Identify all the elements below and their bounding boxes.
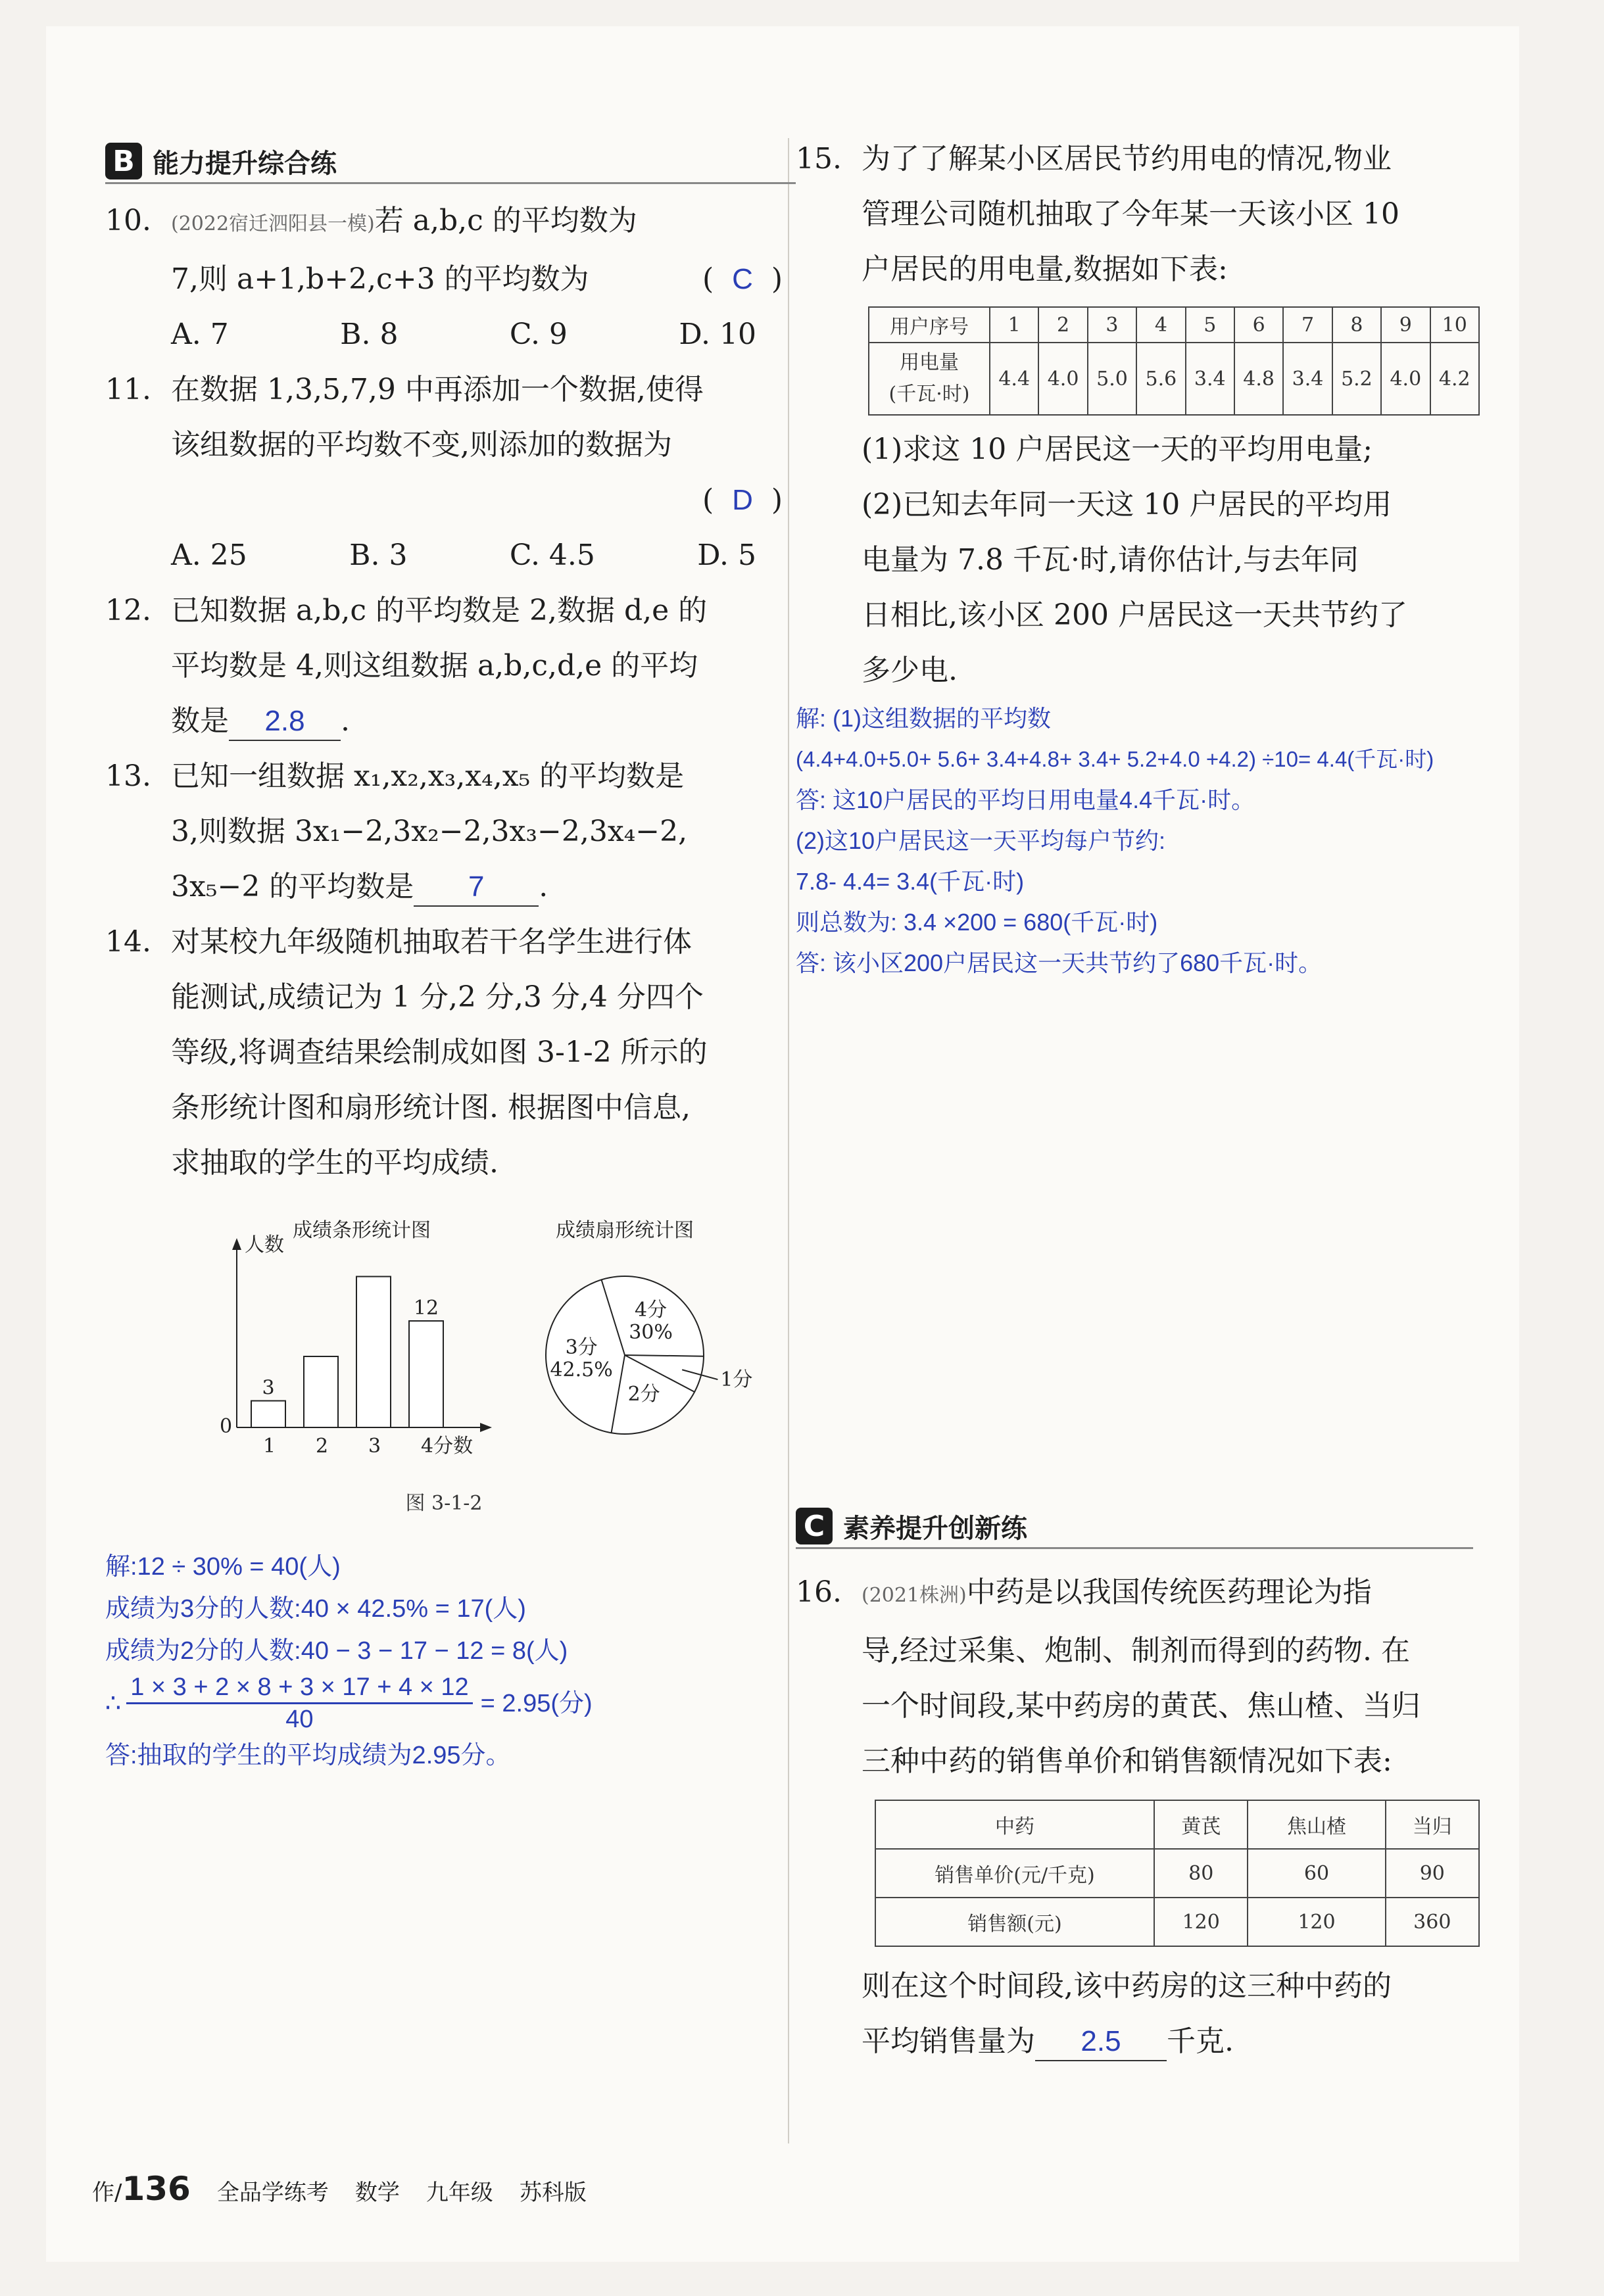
question-number: 11.	[105, 373, 151, 406]
question-number: 14.	[105, 925, 151, 959]
question-text: 求抽取的学生的平均成绩.	[171, 1146, 498, 1180]
table-cell: 3	[1088, 307, 1136, 343]
option-d: D. 10	[679, 318, 756, 351]
answer-blank	[414, 869, 539, 907]
table-header-cell: 当归	[1386, 1800, 1479, 1849]
table-header-cell: 焦山楂	[1248, 1800, 1385, 1849]
question-16	[796, 1565, 1552, 1789]
question-text: 管理公司随机抽取了今年某一天该小区 10	[862, 197, 1399, 231]
slice-percent-label: 42.5%	[550, 1358, 613, 1382]
punctuation: .	[341, 704, 350, 738]
x-axis-arrow	[480, 1423, 492, 1432]
q16-continuation	[796, 1959, 1552, 2069]
table-cell: 4.4	[990, 343, 1038, 415]
edition: 苏科版	[519, 2180, 587, 2206]
answer-bracket: ( D )	[171, 473, 783, 528]
table-cell: 3.4	[1283, 343, 1332, 415]
data-label: 3	[262, 1376, 275, 1400]
x-tick-label: 2	[316, 1435, 329, 1458]
bar-chart	[197, 1217, 526, 1480]
solution-line: 成绩为3分的人数:40 × 42.5% = 17(人)	[105, 1595, 526, 1623]
section-c-title: 素养提升创新练	[843, 1513, 1027, 1544]
solution-line: 答: 这10户居民的平均日用电量4.4千瓦·时。	[796, 786, 1255, 813]
table-header-cell: 用户序号	[869, 307, 990, 343]
table-cell: 5.6	[1136, 343, 1185, 415]
question-15	[796, 132, 1552, 297]
question-text: 千克.	[1167, 2024, 1234, 2058]
subquestion-2: 电量为 7.8 千瓦·时,请你估计,与去年同	[862, 543, 1359, 577]
answer-mark: 7	[468, 871, 485, 903]
q14-solution	[105, 1546, 783, 1777]
figure-caption: 图 3-1-2	[405, 1492, 483, 1515]
slice-label: 2分	[627, 1383, 660, 1406]
table-cell: 5.0	[1088, 343, 1136, 415]
table-cell: 6	[1234, 307, 1283, 343]
section-b-badge: B	[105, 143, 142, 179]
question-number: 10.	[105, 204, 151, 237]
chart-title: 成绩条形统计图	[293, 1219, 431, 1242]
table-row	[869, 307, 1479, 343]
y-axis-arrow	[232, 1238, 241, 1250]
q15-solution	[796, 698, 1552, 984]
q15-subquestions	[796, 422, 1552, 698]
solution-conclusion: 答:抽取的学生的平均成绩为2.95分。	[105, 1742, 511, 1769]
table-cell: 7	[1283, 307, 1332, 343]
question-text: 导,经过采集、炮制、制剂而得到的药物. 在	[862, 1634, 1410, 1667]
subquestion-2: (2)已知去年同一天这 10 户居民的平均用	[862, 488, 1392, 521]
table-cell: 1	[990, 307, 1038, 343]
question-text: 则在这个时间段,该中药房的这三种中药的	[862, 1969, 1392, 2003]
therefore-symbol: ∴	[105, 1689, 122, 1717]
fraction	[126, 1672, 472, 1734]
solution-line: 解: (1)这组数据的平均数	[796, 705, 1052, 732]
table-row	[875, 1800, 1479, 1849]
table-header-cell: 黄芪	[1154, 1800, 1248, 1849]
table-cell: 4.8	[1234, 343, 1283, 415]
question-text: 平均数是 4,则这组数据 a,b,c,d,e 的平均	[171, 649, 698, 682]
option-c: C. 4.5	[509, 538, 595, 572]
question-text: 该组数据的平均数不变,则添加的数据为	[171, 428, 672, 462]
table-cell: 4.0	[1038, 343, 1087, 415]
question-number: 15.	[796, 142, 842, 176]
section-c-badge: C	[796, 1508, 833, 1544]
footer-prefix: 作/	[92, 2180, 122, 2206]
question-source: (2021株洲)	[862, 1584, 967, 1607]
page-number: 136	[122, 2170, 191, 2208]
options-row	[171, 307, 783, 362]
table-cell: 4	[1136, 307, 1185, 343]
question-text: 等级,将调查结果绘制成如图 3-1-2 所示的	[171, 1036, 708, 1069]
question-13	[105, 749, 783, 915]
table-row	[875, 1849, 1479, 1898]
table-cell: 9	[1381, 307, 1430, 343]
table-cell: 8	[1332, 307, 1381, 343]
table-cell: 5.2	[1332, 343, 1381, 415]
answer-mark: 2.5	[1081, 2025, 1121, 2057]
table-header-cell: 中药	[875, 1800, 1154, 1849]
answer-mark: 2.8	[264, 705, 305, 737]
punctuation: .	[539, 870, 548, 903]
row-label-line: 用电量	[900, 351, 959, 374]
section-c-header	[796, 1503, 1460, 1549]
option-c: C. 9	[509, 318, 568, 351]
question-number: 12.	[105, 594, 151, 627]
question-text: 条形统计图和扇形统计图. 根据图中信息,	[171, 1091, 691, 1124]
bar	[251, 1401, 285, 1428]
question-text: 在数据 1,3,5,7,9 中再添加一个数据,使得	[171, 373, 704, 406]
table-cell: 10	[1430, 307, 1479, 343]
figure-3-1-2	[105, 1197, 783, 1539]
bar	[304, 1356, 338, 1427]
pie-chart	[526, 1217, 776, 1480]
bar	[356, 1277, 391, 1428]
left-column	[105, 138, 783, 1777]
slice-percent-label: 30%	[629, 1321, 673, 1345]
solution-line: 7.8- 4.4= 3.4(千瓦·时)	[796, 868, 1025, 895]
table-cell: 销售单价(元/千克)	[875, 1849, 1154, 1898]
y-axis-label: 人数	[245, 1233, 284, 1256]
table-row	[875, 1898, 1479, 1946]
solution-line: 解:12 ÷ 30% = 40(人)	[105, 1553, 341, 1581]
question-14	[105, 915, 783, 1191]
question-text: 对某校九年级随机抽取若干名学生进行体	[171, 925, 692, 959]
question-text: 已知数据 a,b,c 的平均数是 2,数据 d,e 的	[171, 594, 708, 627]
section-b-rule	[105, 182, 796, 184]
option-b: B. 8	[340, 318, 399, 351]
fraction-result: = 2.95(分)	[480, 1689, 593, 1717]
page-footer	[92, 2170, 613, 2208]
table-row	[869, 343, 1479, 415]
indent	[796, 1959, 862, 2069]
question-text: 三种中药的销售单价和销售额情况如下表:	[862, 1744, 1392, 1778]
table-cell: 4.2	[1430, 343, 1479, 415]
question-text: 中药是以我国传统医药理论为指	[966, 1575, 1372, 1609]
slice-label: 3分	[565, 1336, 598, 1360]
question-text: 若 a,b,c 的平均数为	[374, 204, 637, 237]
table-cell: 60	[1248, 1849, 1385, 1898]
answer-mark: D	[732, 484, 753, 516]
section-b-title: 能力提升综合练	[153, 148, 337, 179]
option-a: A. 7	[171, 318, 229, 351]
options-row	[171, 528, 783, 583]
table-cell: 5	[1186, 307, 1234, 343]
subquestion-2: 多少电.	[862, 654, 958, 687]
row-label-line: (千瓦·时)	[888, 383, 970, 406]
x-tick-label: 4分数	[421, 1435, 474, 1458]
question-source: (2022宿迁泗阳县一模)	[171, 212, 375, 235]
table-cell: 3.4	[1186, 343, 1234, 415]
column-divider	[788, 138, 789, 2143]
data-label: 12	[413, 1297, 439, 1320]
table-cell: 120	[1248, 1898, 1385, 1946]
subquestion-2: 日相比,该小区 200 户居民这一天共节约了	[862, 598, 1407, 632]
solution-line: (2)这10户居民这一天平均每户节约:	[796, 827, 1166, 854]
slice-label: 4分	[634, 1299, 668, 1322]
table-cell: 80	[1154, 1849, 1248, 1898]
question-text: 平均销售量为	[862, 2024, 1035, 2058]
x-tick-label: 3	[368, 1435, 381, 1458]
answer-bracket: ( C )	[702, 252, 783, 307]
solution-line: 则总数为: 3.4 ×200 = 680(千瓦·时)	[796, 909, 1158, 936]
question-text: 已知一组数据 x₁,x₂,x₃,x₄,x₅ 的平均数是	[171, 759, 685, 793]
bar	[409, 1321, 443, 1427]
table-cell: 2	[1038, 307, 1087, 343]
answer-blank	[1035, 2023, 1167, 2061]
question-text: 数是	[171, 704, 229, 738]
x-tick-label: 1	[263, 1435, 276, 1458]
option-a: A. 25	[171, 538, 247, 572]
answer-mark: C	[732, 263, 753, 295]
table-header-cell	[869, 343, 990, 415]
subquestion-1: (1)求这 10 户居民这一天的平均用电量;	[862, 433, 1373, 466]
question-text: 7,则 a+1,b+2,c+3 的平均数为	[171, 262, 589, 296]
q16-data-table	[875, 1800, 1480, 1947]
solution-fraction	[105, 1672, 783, 1734]
grade: 九年级	[425, 2180, 493, 2206]
question-text: 为了了解某小区居民节约用电的情况,物业	[862, 142, 1392, 176]
solution-line: 成绩为2分的人数:40 − 3 − 17 − 12 = 8(人)	[105, 1637, 568, 1665]
chart-title: 成绩扇形统计图	[556, 1219, 694, 1242]
option-b: B. 3	[349, 538, 408, 572]
subject: 数学	[354, 2180, 400, 2206]
section-c-rule	[796, 1547, 1473, 1549]
right-column	[796, 132, 1552, 2069]
section-b-header	[105, 138, 783, 184]
origin-label: 0	[220, 1415, 233, 1438]
table-cell: 4.0	[1381, 343, 1430, 415]
solution-line: 答: 该小区200户居民这一天共节约了680千瓦·时。	[796, 949, 1323, 976]
question-number: 13.	[105, 759, 151, 793]
fraction-denominator: 40	[285, 1706, 314, 1733]
question-11	[105, 362, 783, 583]
table-cell: 360	[1386, 1898, 1479, 1946]
question-text: 户居民的用电量,数据如下表:	[862, 252, 1228, 286]
q15-data-table	[868, 306, 1480, 416]
question-12	[105, 583, 783, 749]
table-cell: 销售额(元)	[875, 1898, 1154, 1946]
answer-blank	[229, 703, 341, 741]
table-cell: 120	[1154, 1898, 1248, 1946]
option-d: D. 5	[697, 538, 756, 572]
question-text: 一个时间段,某中药房的黄芪、焦山楂、当归	[862, 1689, 1421, 1723]
question-text: 能测试,成绩记为 1 分,2 分,3 分,4 分四个	[171, 980, 704, 1014]
table-cell: 90	[1386, 1849, 1479, 1898]
question-text: 3x₅−2 的平均数是	[171, 870, 414, 903]
indent	[796, 422, 862, 698]
slice-label: 1分	[720, 1368, 753, 1392]
book-title: 全品学练考	[216, 2180, 329, 2206]
question-10	[105, 193, 783, 362]
question-number: 16.	[796, 1575, 842, 1609]
question-text: 3,则数据 3x₁−2,3x₂−2,3x₃−2,3x₄−2,	[171, 815, 688, 848]
fraction-numerator: 1 × 3 + 2 × 8 + 3 × 17 + 4 × 12	[126, 1672, 472, 1704]
solution-line: (4.4+4.0+5.0+ 5.6+ 3.4+4.8+ 3.4+ 5.2+4.0 +4.2) ÷10= 4.4(千瓦·时)	[796, 747, 1434, 771]
